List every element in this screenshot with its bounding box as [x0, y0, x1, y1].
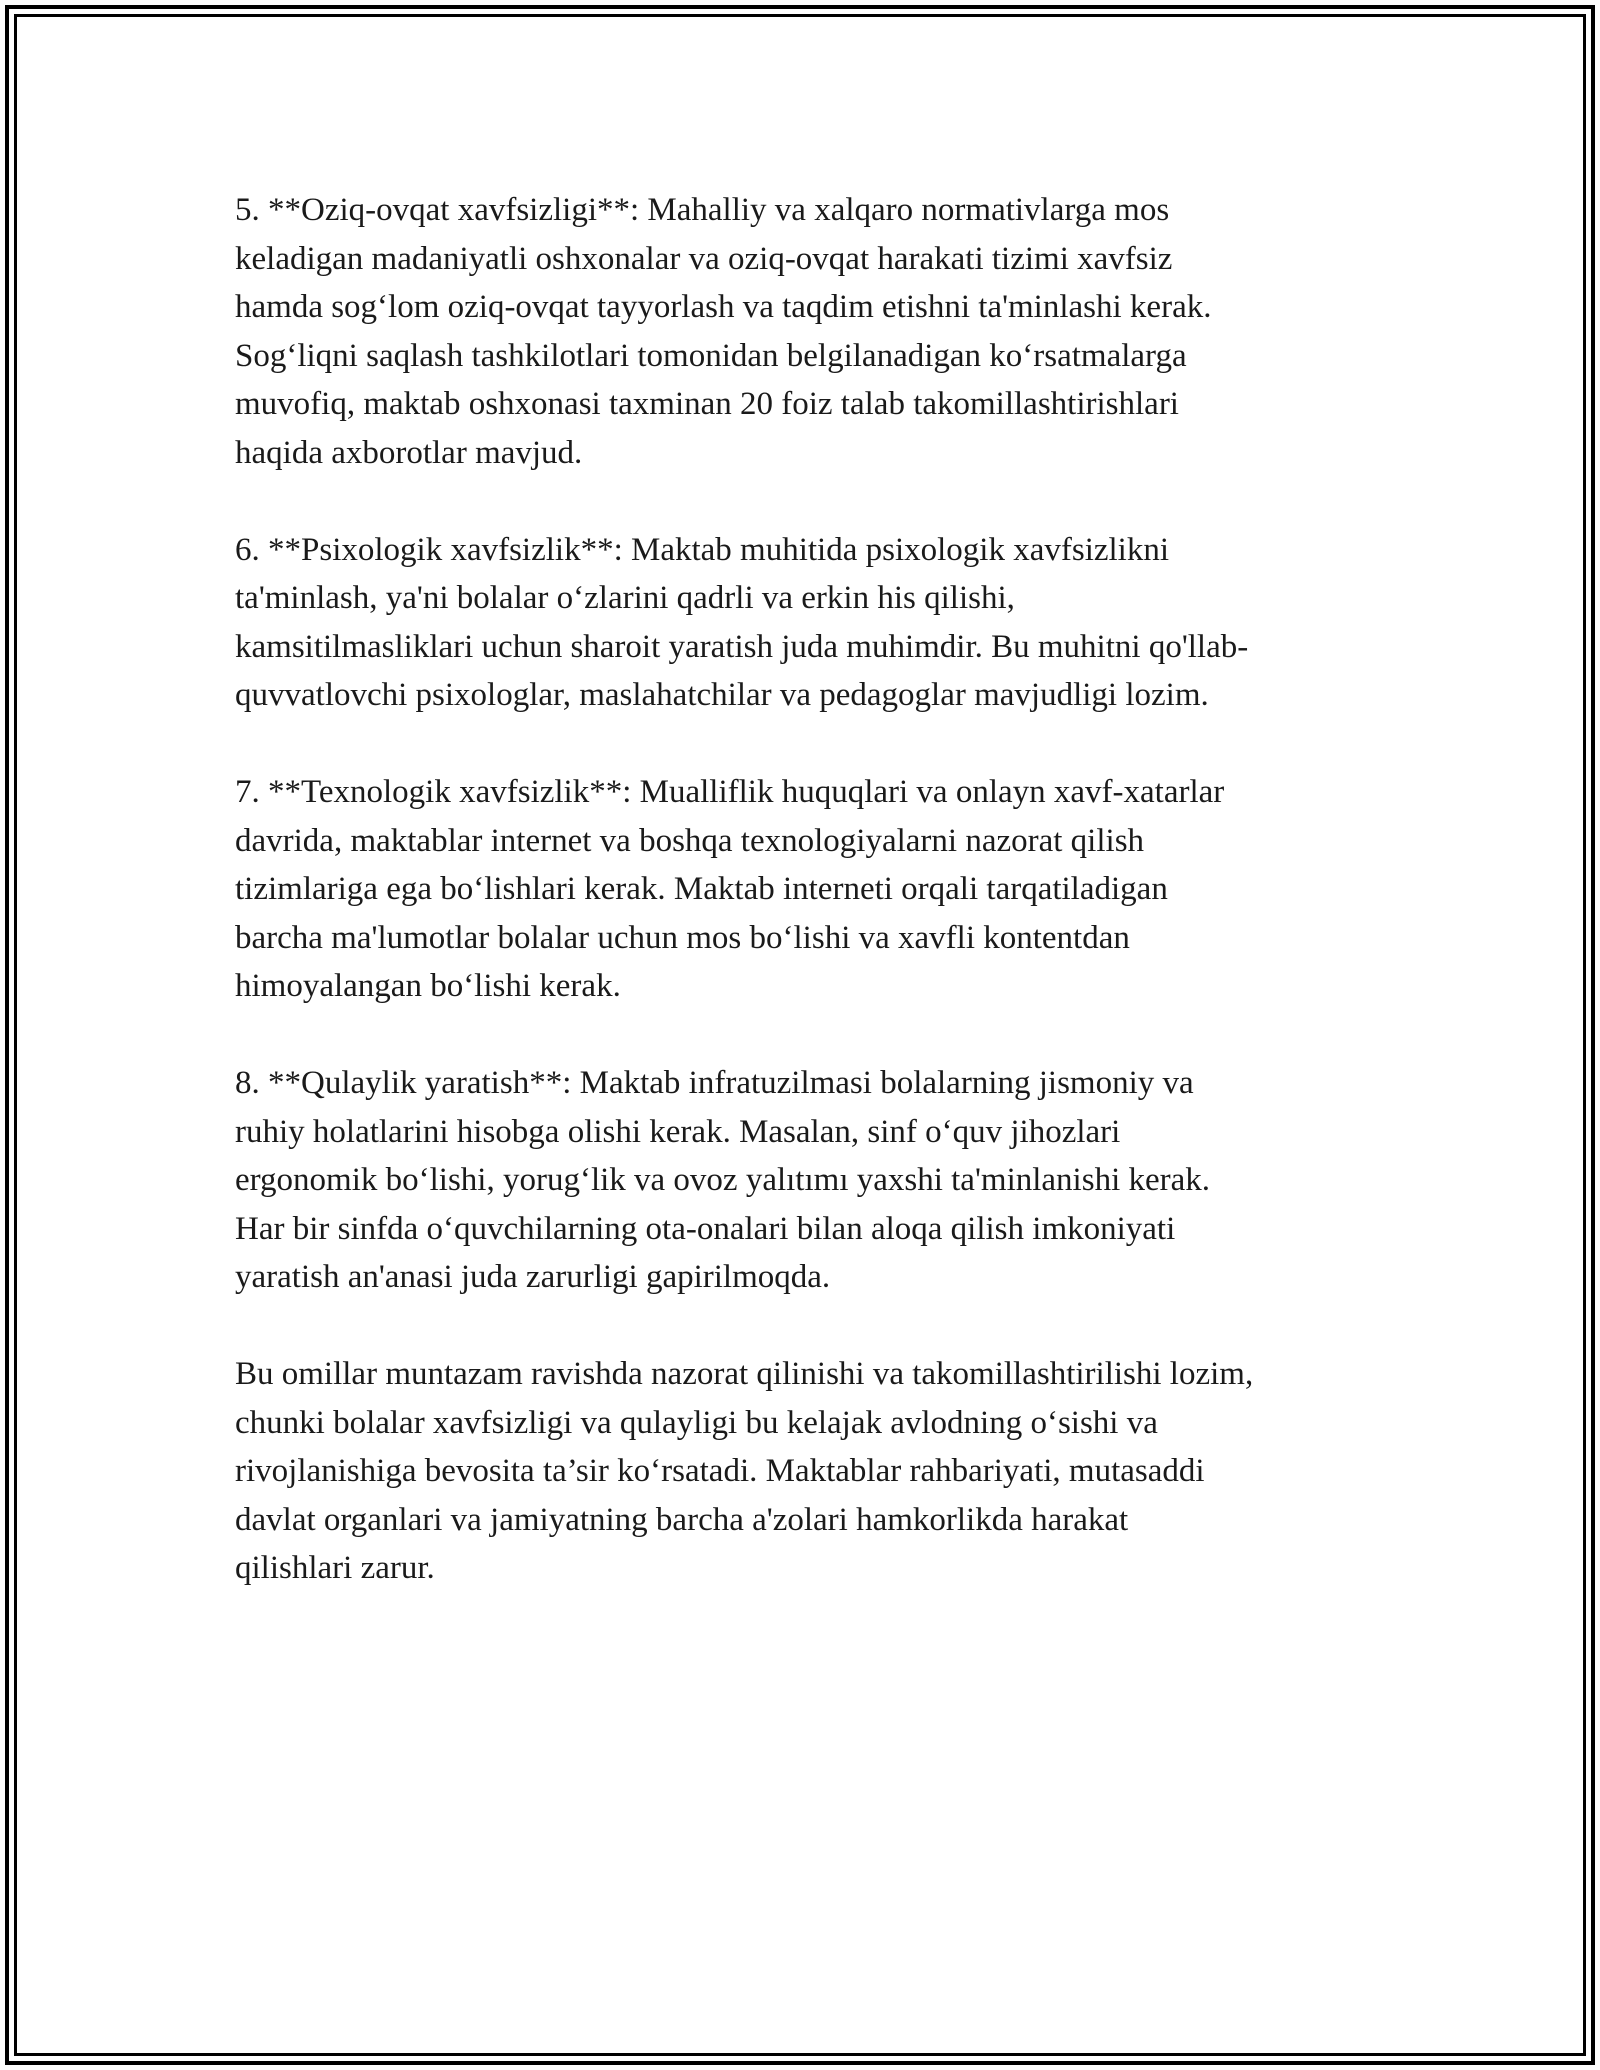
text-line: ta'minlash, ya'ni bolalar o‘zlarini qadrli va erkin his qilishi,	[235, 580, 1015, 616]
text-line: ergonomik bo‘lishi, yorug‘lik va ovoz yalıtımı yaxshi ta'minlanishi kerak.	[235, 1162, 1211, 1198]
paragraph-conclusion	[235, 1350, 1405, 1593]
document-body	[235, 186, 1405, 1641]
text-line: kamsitilmasliklari uchun sharoit yaratish juda muhimdir. Bu muhitni qo'llab-	[235, 628, 1249, 665]
text-line: tizimlariga ega bo‘lishlari kerak. Maktab interneti orqali tarqatiladigan	[235, 871, 1168, 907]
paragraph-comfort	[235, 1059, 1405, 1302]
text-line: 6. **Psixologik xavfsizlik**: Maktab muhitida psixologik xavfsizlikni	[235, 531, 1170, 568]
paragraph-food-safety	[235, 186, 1405, 477]
text-line: 7. **Texnologik xavfsizlik**: Mualliflik huquqlari va onlayn xavf-xatarlar	[235, 774, 1225, 810]
text-line: hamda sog‘lom oziq-ovqat tayyorlash va taqdim etishni ta'minlashi kerak.	[235, 289, 1212, 325]
text-line: ruhiy holatlarini hisobga olishi kerak. Masalan, sinf o‘quv jihozlari	[235, 1113, 1121, 1150]
text-line: Bu omillar muntazam ravishda nazorat qilinishi va takomillashtirilishi lozim,	[235, 1356, 1254, 1392]
text-line: yaratish an'anasi juda zarurligi gapirilmoqda.	[235, 1259, 831, 1295]
text-line: davrida, maktablar internet va boshqa texnologiyalarni nazorat qilish	[235, 822, 1145, 859]
text-line: himoyalangan bo‘lishi kerak.	[235, 968, 621, 1004]
paragraph-psychological-safety	[235, 526, 1405, 720]
text-line: 8. **Qulaylik yaratish**: Maktab infratuzilmasi bolalarning jismoniy va	[235, 1065, 1194, 1101]
text-line: Har bir sinfda o‘quvchilarning ota-onalari bilan aloqa qilish imkoniyati	[235, 1210, 1176, 1247]
text-line: rivojlanishiga bevosita ta’sir ko‘rsatadi. Maktablar rahbariyati, mutasaddi	[235, 1453, 1205, 1489]
text-line: qilishlari zarur.	[235, 1550, 435, 1586]
paragraph-technological-safety	[235, 768, 1405, 1011]
text-line: haqida axborotlar mavjud.	[235, 434, 583, 471]
text-line: keladigan madaniyatli oshxonalar va oziq-ovqat harakati tizimi xavfsiz	[235, 240, 1173, 277]
text-line: quvvatlovchi psixologlar, maslahatchilar va pedagoglar mavjudligi lozim.	[235, 677, 1209, 713]
text-line: 5. **Oziq-ovqat xavfsizligi**: Mahalliy va xalqaro normativlarga mos	[235, 192, 1170, 228]
text-line: davlat organlari va jamiyatning barcha a'zolari hamkorlikda harakat	[235, 1501, 1129, 1538]
text-line: muvofiq, maktab oshxonasi taxminan 20 foiz talab takomillashtirishlari	[235, 386, 1179, 422]
text-line: barcha ma'lumotlar bolalar uchun mos bo‘lishi va xavfli kontentdan	[235, 919, 1130, 956]
text-line: Sog‘liqni saqlash tashkilotlari tomonidan belgilanadigan ko‘rsatmalarga	[235, 337, 1187, 374]
text-line: chunki bolalar xavfsizligi va qulayligi bu kelajak avlodning o‘sishi va	[235, 1404, 1158, 1441]
